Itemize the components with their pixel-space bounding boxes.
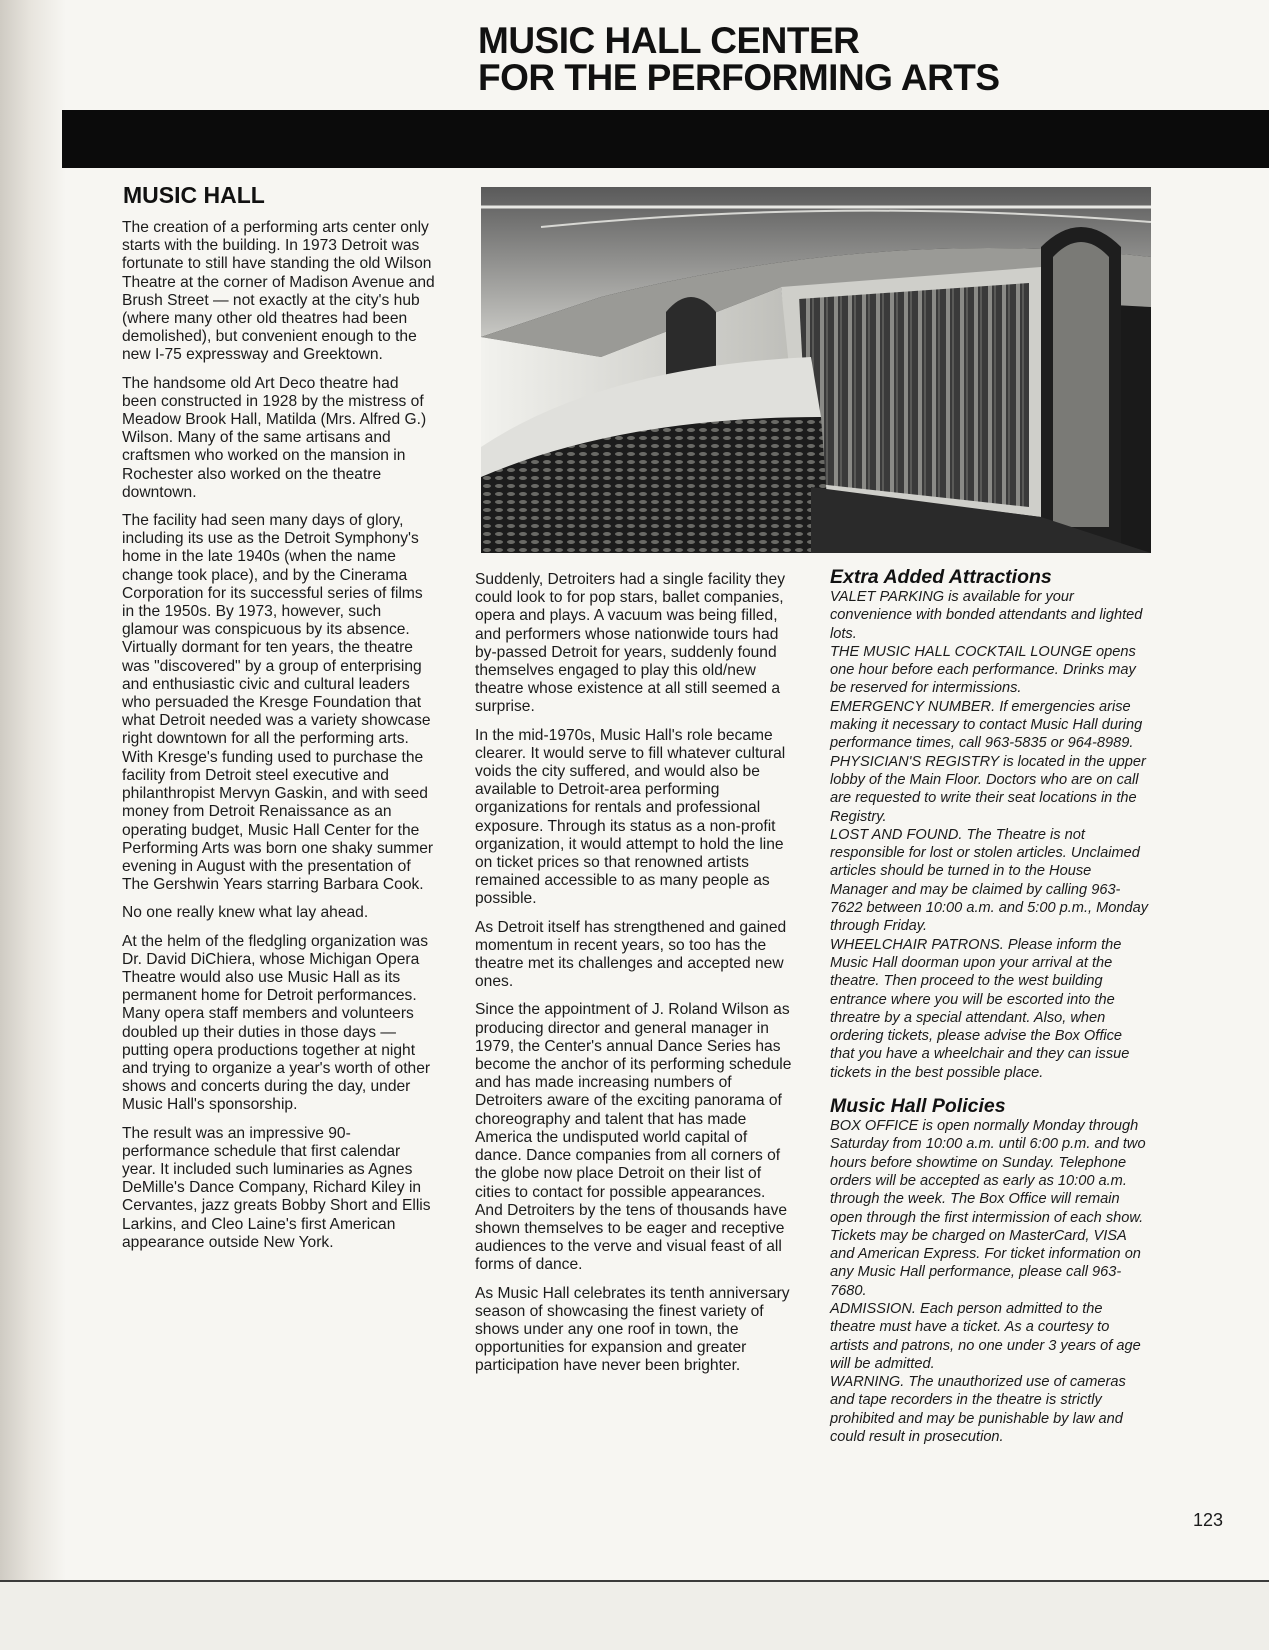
paragraph: As Music Hall celebrates its tenth anniversary season of showcasing the finest variety of shows under any one roof in town, the opportunities for expansion and greater participation have never been brighter. [475, 1284, 790, 1375]
policy-item: BOX OFFICE is open normally Monday through Saturday from 10:00 a.m. until 6:00 p.m. and two hours before showtime on Sunday. Telephone orders will be accepted as early as 10:00 a.m. through the week. The Box Office will remain open through the first intermission of each show. Tickets may be charged on MasterCard, VISA and American Express. For ticket information on any Music Hall performance, please call 963-7680. [830, 1118, 1146, 1299]
attraction-item: WHEELCHAIR PATRONS. Please inform the Music Hall doorman upon your arrival at the theatre. Then proceed to the west building entrance where you will be escorted into the threatre by a special attendant. Also, when ordering tickets, please advise the Box Office that you have a wheelchair and they can issue tickets in the best possible place. [830, 936, 1130, 1081]
page-title-line2: FOR THE PERFORMING ARTS [478, 57, 1000, 98]
paragraph: In the mid-1970s, Music Hall's role became clearer. It would serve to fill whatever cultural voids the city suffered, and would also be available to Detroit-area performing organizations for rentals and professional exposure. Through its status as a non-profit organization, it would attempt to hold the line on ticket prices so that renowned artists remained accessible to as many people as possible. [475, 726, 786, 908]
header-bar [62, 110, 1269, 168]
page-title [478, 22, 1000, 96]
paragraph: The creation of a performing arts center only starts with the building. In 1973 Detroit was fortunate to still have standing the old Wilson Theatre at the corner of Madison Avenue and Brush Street — not exactly at the city's hub (where many other old theatres had been demolished), but convenient enough to the new I-75 expressway and Greektown. [122, 219, 435, 364]
attractions-heading: Extra Added Attractions [830, 566, 1052, 588]
attraction-item: THE MUSIC HALL COCKTAIL LOUNGE opens one hour before each performance. Drinks may be reserved for intermissions. [830, 643, 1136, 697]
policy-item: ADMISSION. Each person admitted to the theatre must have a ticket. As a courtesy to artists and patrons, no one under 3 years of age will be admitted. [830, 1300, 1141, 1372]
article-column-1 [122, 219, 437, 1262]
policy-item: WARNING. The unauthorized use of cameras and tape recorders in the theatre is strictly prohibited and may be punishable by law and could result in prosecution. [830, 1374, 1126, 1446]
attraction-item: EMERGENCY NUMBER. If emergencies arise making it necessary to contact Music Hall during performance times, call 963-5835 or 964-8989. [830, 698, 1143, 752]
article-column-2 [475, 571, 793, 1386]
attraction-item: LOST AND FOUND. The Theatre is not responsible for lost or stolen articles. Unclaimed articles should be turned in to the House Manager and may be claimed by calling 963-7622 between 10:00 a.m. and 5:00 p.m., Monday through Friday. [830, 826, 1149, 935]
paragraph: The facility had seen many days of glory, including its use as the Detroit Symphony's home in the late 1940s (when the name change took place), and by the Cinerama Corporation for its successful series of films in the 1950s. By 1973, however, such glamour was conspicuous by its absence. Virtually dormant for ten years, the theatre was "discovered" by a group of enterprising and enthusiastic civic and cultural leaders who persuaded the Kresge Foundation that what Detroit needed was a variety showcase right downtown for all the performing arts. With Kresge's funding used to purchase the facility from Detroit steel executive and philanthropist Mervyn Gaskin, and with seed money from Detroit Renaissance as an operating budget, Music Hall Center for the Performing Arts was born one shaky summer evening in August with the presentation of The Gershwin Years starring Barbara Cook. [122, 512, 434, 894]
page-title-line1: MUSIC HALL CENTER [478, 20, 860, 61]
sidebar-info-column [830, 566, 1150, 1446]
attraction-item: VALET PARKING is available for your convenience with bonded attendants and lighted lots. [830, 589, 1143, 642]
page-number: 123 [1193, 1510, 1224, 1530]
paragraph: The result was an impressive 90-performance schedule that first calendar year. It included such luminaries as Agnes DeMille's Dance Company, Richard Kiley in Cervantes, jazz greats Bobby Short and Ellis Larkins, and Cleo Laine's first American appearance outside New York. [122, 1124, 431, 1251]
page-bottom-edge [0, 1580, 1269, 1650]
section-heading: MUSIC HALL [123, 182, 265, 208]
paragraph: Suddenly, Detroiters had a single facility they could look to for pop stars, ballet companies, opera and plays. A vacuum was being filled, and performers whose nationwide tours had by-passed Detroit for years, suddenly found themselves engaged to play this old/new theatre whose existence at all still seemed a surprise. [475, 571, 786, 716]
spacer [830, 1082, 1150, 1095]
theatre-interior-photo [481, 187, 1151, 553]
paragraph: Since the appointment of J. Roland Wilson as producing director and general manager in 1979, the Center's annual Dance Series has become the anchor of its performing schedule and has made increasing numbers of Detroiters aware of the exciting panorama of choreography and talent that has made America the undisputed world capital of dance. Dance companies from all corners of the globe now place Detroit on their list of cities to contact for possible appearances. And Detroiters by the tens of thousands have shown themselves to be eager and receptive audiences to the verve and visual feast of all forms of dance. [475, 1001, 792, 1274]
paragraph: No one really knew what lay ahead. [122, 904, 369, 922]
policies-heading: Music Hall Policies [830, 1095, 1006, 1118]
paragraph: The handsome old Art Deco theatre had been constructed in 1928 by the mistress of Meadow Brook Hall, Matilda (Mrs. Alfred G.) Wilson. Many of the same artisans and craftsmen who worked on the mansion in Rochester also worked on the theatre downtown. [122, 374, 427, 501]
paragraph: As Detroit itself has strengthened and gained momentum in recent years, so too has the theatre met its challenges and accepted new ones. [475, 918, 787, 991]
attraction-item: PHYSICIAN'S REGISTRY is located in the upper lobby of the Main Floor. Doctors who are on call are requested to write their seat locations in the Registry. [830, 753, 1146, 825]
binding-gutter [0, 0, 66, 1648]
paragraph: At the helm of the fledgling organization was Dr. David DiChiera, whose Michigan Opera Theatre would also use Music Hall as its permanent home for Detroit performances. Many opera staff members and volunteers doubled up their duties in those days — putting opera productions together at night and trying to organize a year's worth of other shows and concerts during the day, under Music Hall's sponsorship. [122, 932, 431, 1114]
